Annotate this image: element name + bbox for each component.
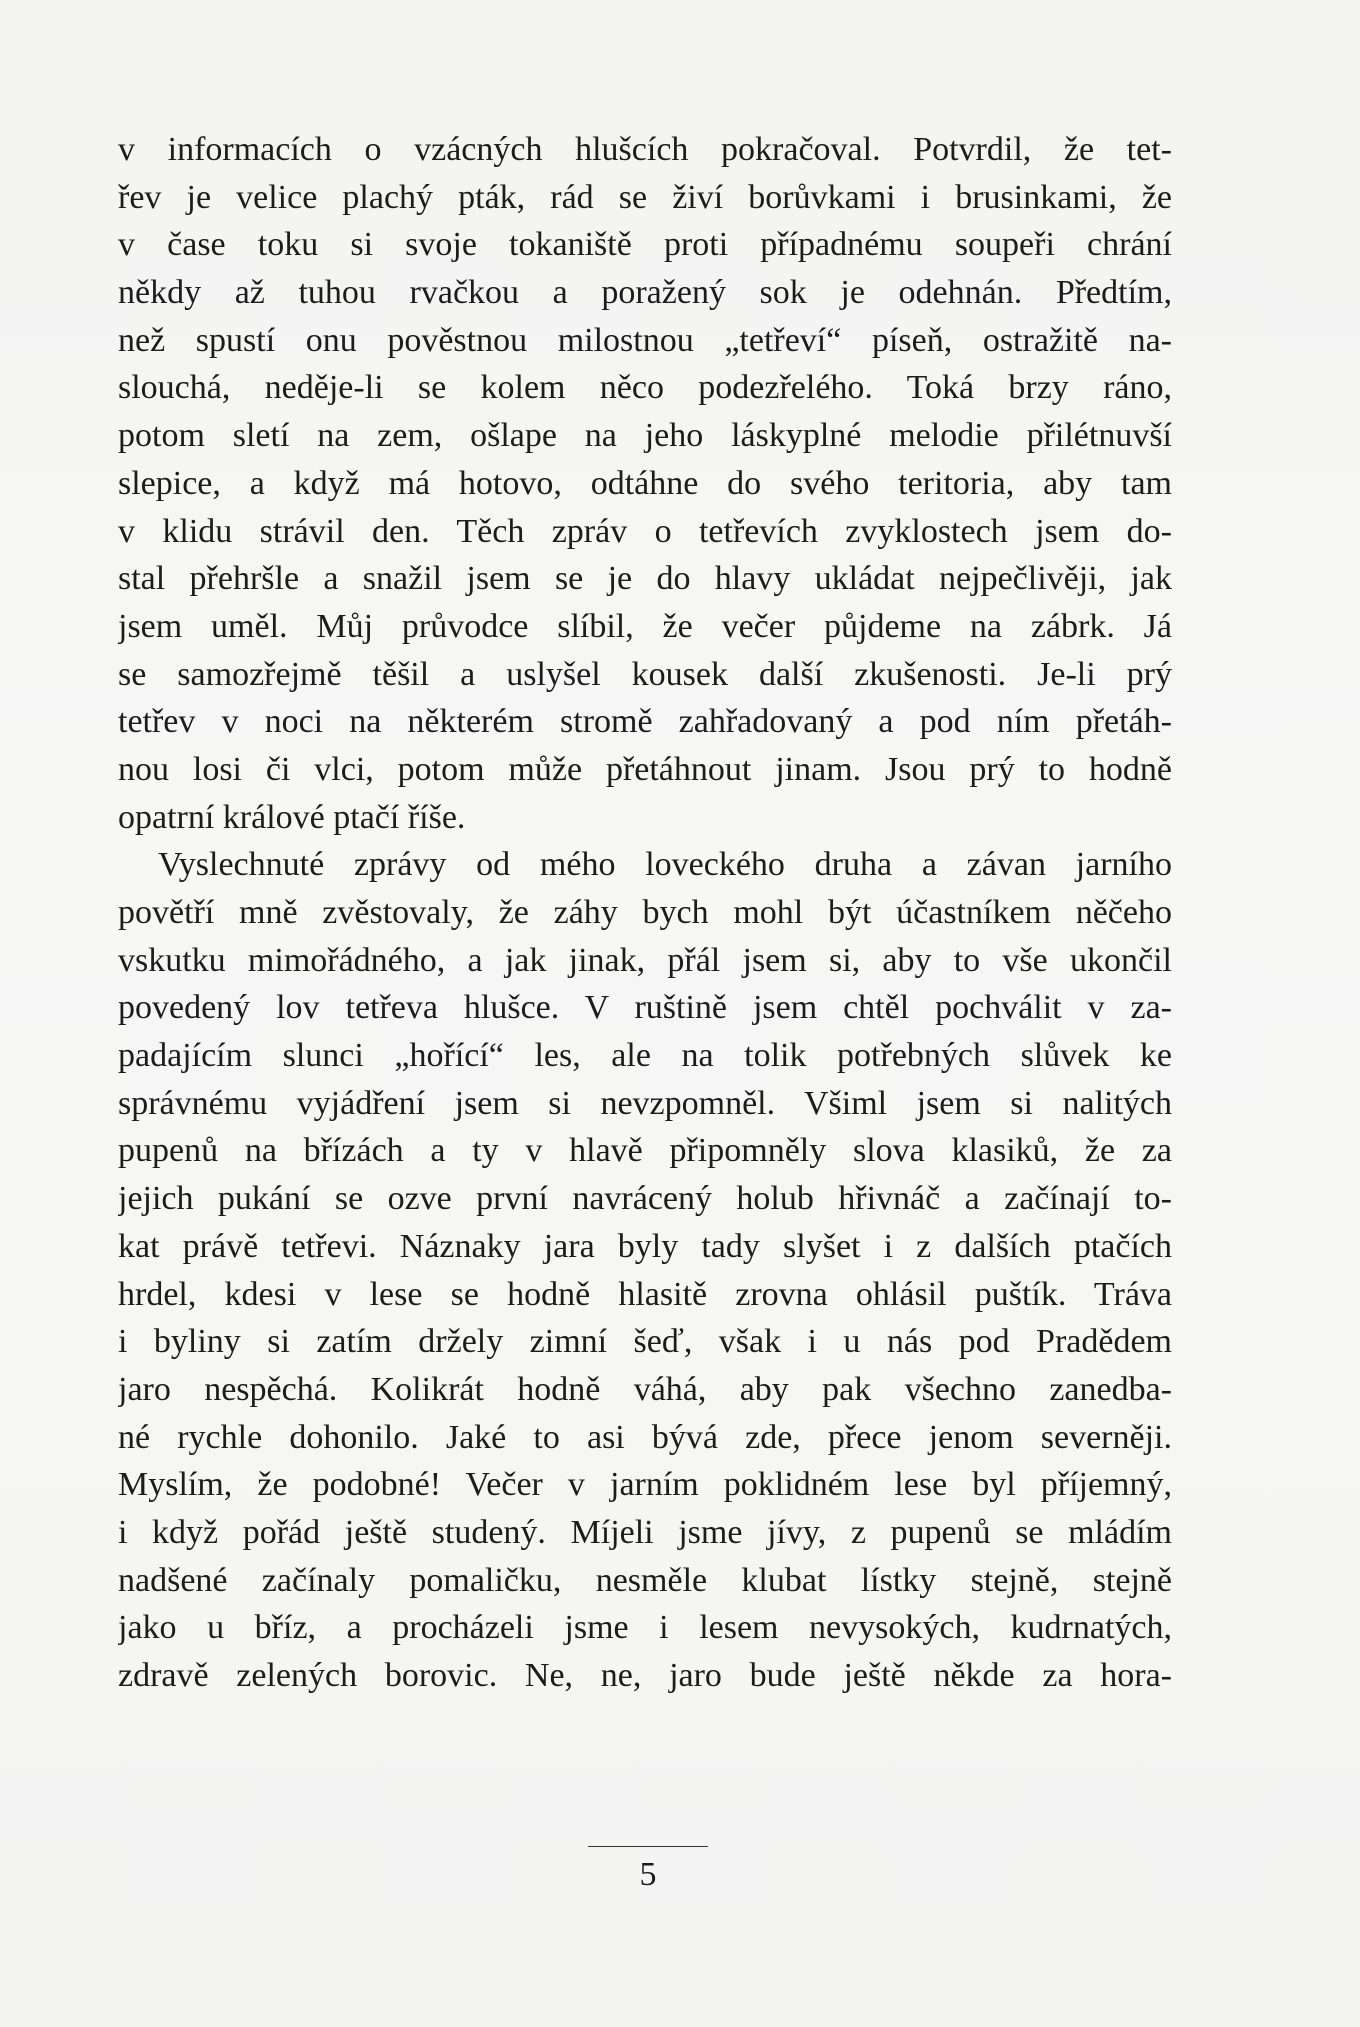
text-line: se samozřejmě těšil a uslyšel kousek další zkušenosti. Je-li prý [118, 655, 1172, 693]
text-line: jsem uměl. Můj průvodce slíbil, že večer půjdeme na zábrk. Já [118, 607, 1172, 645]
text-line: stal přehršle a snažil jsem se je do hlavy ukládat nejpečlivěji, jak [118, 560, 1172, 598]
text-line: jejich pukání se ozve první navrácený holub hřivnáč a začínají to- [118, 1180, 1172, 1218]
text-line: nou losi či vlci, potom může přetáhnout jinam. Jsou prý to hodně [118, 750, 1172, 788]
text-line: než spustí onu pověstnou milostnou „tetřeví“ píseň, ostražitě na- [118, 321, 1172, 359]
page-footer [588, 1846, 708, 1895]
text-line: v klidu strávil den. Těch zpráv o tetřevích zvyklostech jsem do- [118, 512, 1172, 550]
footer-rule [588, 1846, 708, 1847]
text-line: Vyslechnuté zprávy od mého loveckého druha a závan jarního [158, 846, 1172, 884]
text-line: povedený lov tetřeva hlušce. V ruštině jsem chtěl pochválit v za- [118, 989, 1172, 1027]
text-line: jako u bříz, a procházeli jsme i lesem nevysokých, kudrnatých, [118, 1609, 1172, 1647]
text-line: padajícím slunci „hořící“ les, ale na tolik potřebných slůvek ke [118, 1037, 1172, 1075]
text-line: kat právě tetřevi. Náznaky jara byly tady slyšet i z dalších ptačích [118, 1227, 1172, 1265]
body-text [118, 126, 1172, 1700]
text-line: potom sletí na zem, ošlape na jeho láskyplné melodie přilétnuvší [118, 417, 1172, 455]
text-line: pupenů na břízách a ty v hlavě připomněly slova klasiků, že za [118, 1132, 1172, 1170]
page-number: 5 [639, 1856, 657, 1893]
text-line: slepice, a když má hotovo, odtáhne do svého teritoria, aby tam [118, 464, 1172, 502]
text-line: řev je velice plachý pták, rád se živí borůvkami i brusinkami, že [118, 178, 1172, 216]
text-line: zdravě zelených borovic. Ne, ne, jaro bude ještě někde za hora- [118, 1657, 1172, 1694]
text-line: správnému vyjádření jsem si nevzpomněl. Všiml jsem si nalitých [118, 1084, 1172, 1122]
text-line: i když pořád ještě studený. Míjeli jsme jívy, z pupenů se mládím [118, 1513, 1172, 1551]
text-line: jaro nespěchá. Kolikrát hodně váhá, aby pak všechno zanedba- [118, 1370, 1172, 1408]
paragraph-1 [118, 126, 1172, 841]
text-line: Myslím, že podobné! Večer v jarním poklidném lese byl příjemný, [118, 1466, 1172, 1504]
text-line: i byliny si zatím držely zimní šeď, však i u nás pod Pradědem [118, 1323, 1172, 1361]
text-line: hrdel, kdesi v lese se hodně hlasitě zrovna ohlásil puštík. Tráva [118, 1275, 1172, 1313]
text-line: nadšené začínaly pomaličku, nesměle klubat lístky stejně, stejně [118, 1561, 1172, 1599]
text-line: v informacích o vzácných hlušcích pokračoval. Potvrdil, že tet- [118, 131, 1172, 168]
text-line: v čase toku si svoje tokaniště proti případnému soupeři chrání [118, 226, 1172, 264]
text-line: vskutku mimořádného, a jak jinak, přál jsem si, aby to vše ukončil [118, 941, 1172, 979]
paragraph-2 [118, 841, 1172, 1699]
text-line: slouchá, neděje-li se kolem něco podezřelého. Toká brzy ráno, [118, 369, 1172, 407]
text-line: opatrní králové ptačí říše. [118, 798, 466, 836]
text-line: povětří mně zvěstovaly, že záhy bych mohl být účastníkem něčeho [118, 894, 1172, 931]
text-line: né rychle dohonilo. Jaké to asi bývá zde, přece jenom severněji. [118, 1418, 1172, 1456]
text-line: tetřev v noci na některém stromě zahřadovaný a pod ním přetáh- [118, 703, 1172, 741]
text-line: někdy až tuhou rvačkou a poražený sok je odehnán. Předtím, [118, 274, 1172, 312]
